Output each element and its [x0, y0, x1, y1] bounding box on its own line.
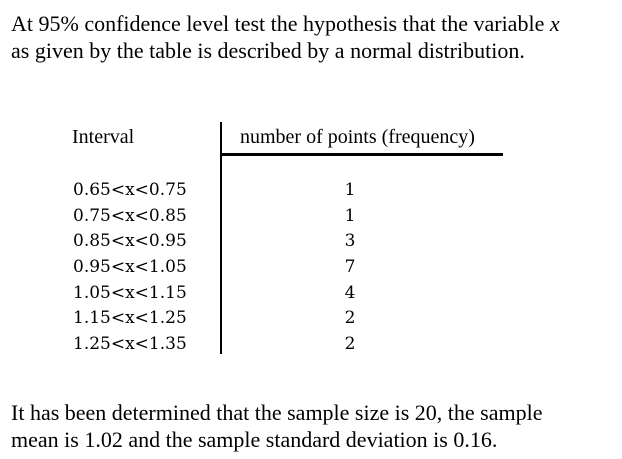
variable-symbol: x: [549, 11, 560, 36]
frequency-cell: 2: [344, 334, 356, 355]
frequency-cell: 4: [344, 282, 356, 303]
given-statistics-line-1: It has been determined that the sample size is 20, the sample: [11, 400, 543, 425]
table-row: [0, 332, 622, 358]
interval-column-header: Interval: [72, 126, 135, 148]
table-row: [0, 229, 622, 255]
table-row: [0, 204, 622, 230]
table-row: [0, 255, 622, 281]
frequency-cell: 1: [344, 180, 356, 200]
frequency-cell: 3: [344, 231, 356, 252]
interval-cell: 0.75<x<0.85: [73, 205, 187, 226]
table-row: [0, 306, 622, 332]
interval-cell: 1.25<x<1.35: [73, 334, 187, 355]
frequency-cell: 7: [344, 257, 356, 278]
given-statistics-line-2: mean is 1.02 and the sample standard deviation is 0.16.: [11, 427, 498, 452]
interval-cell: 1.05<x<1.15: [73, 282, 187, 303]
interval-cell: 0.85<x<0.95: [73, 231, 187, 252]
given-statistics: [11, 399, 543, 453]
frequency-column-header: number of points (frequency): [240, 126, 475, 148]
frequency-cell: 2: [344, 308, 356, 329]
interval-cell: 0.95<x<1.05: [73, 257, 187, 278]
header-underline: [220, 153, 503, 156]
problem-statement-line-2: as given by the table is described by a normal distribution.: [11, 38, 525, 63]
frequency-cell: 1: [344, 205, 356, 226]
interval-cell: 0.65<x<0.75: [73, 180, 187, 200]
table-row: [0, 178, 622, 204]
table-row: [0, 281, 622, 307]
table-body: [0, 178, 622, 358]
interval-cell: 1.15<x<1.25: [73, 308, 187, 329]
problem-statement-text: At 95% confidence level test the hypothesis that the variable: [11, 11, 550, 36]
